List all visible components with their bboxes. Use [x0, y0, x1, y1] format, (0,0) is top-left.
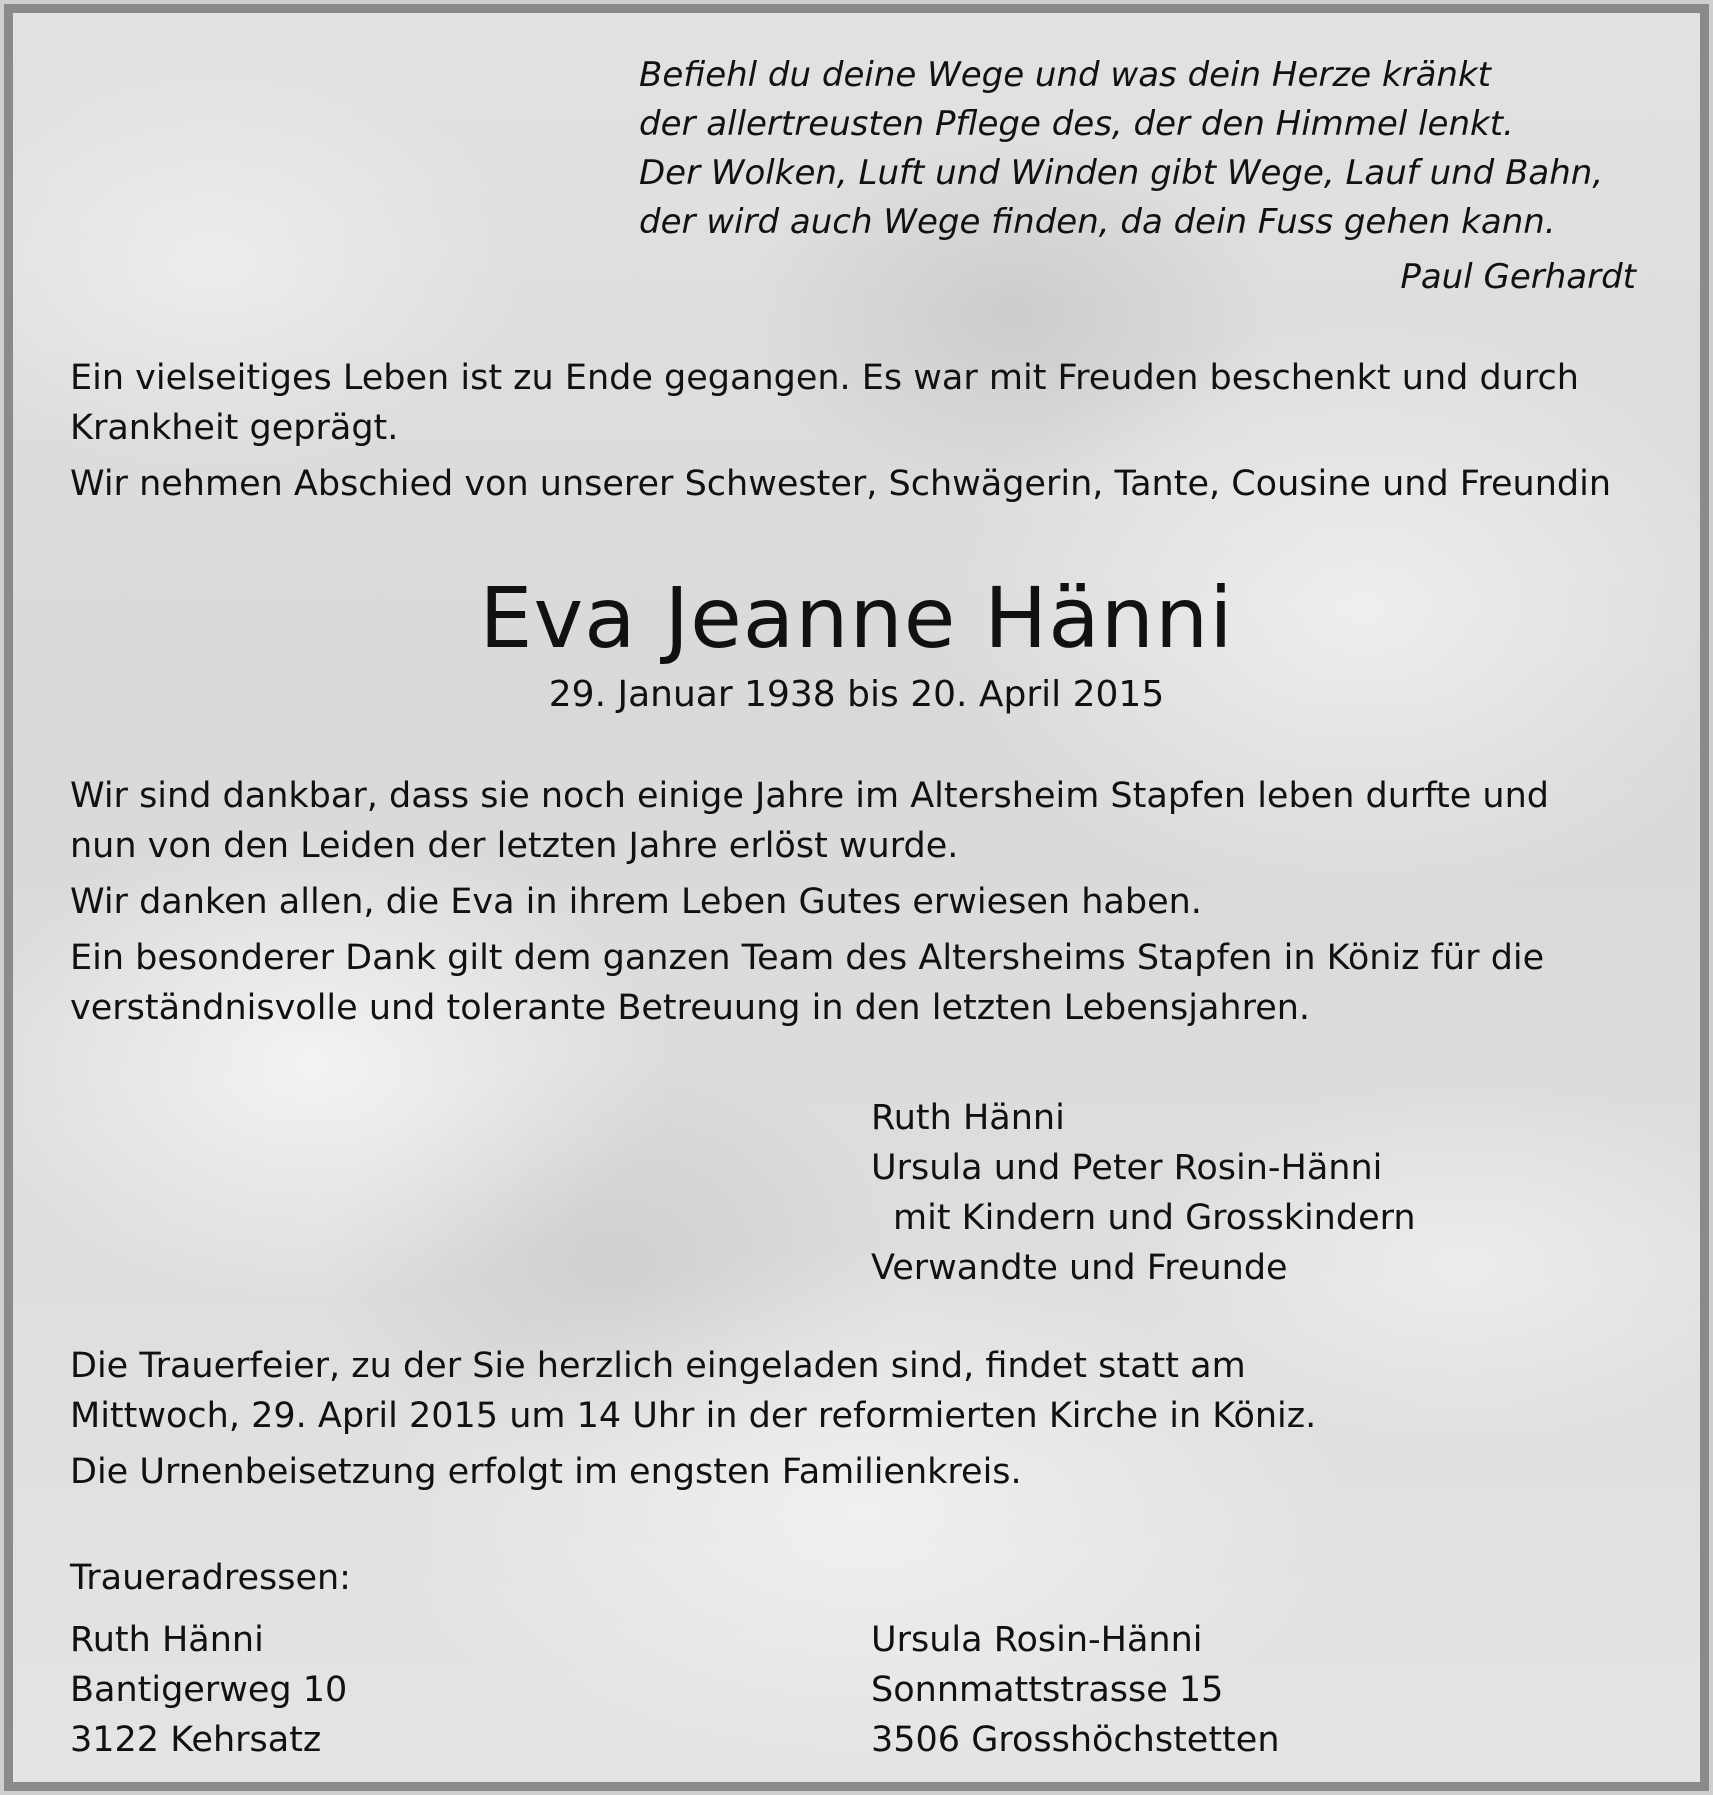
thanks-line: Wir danken allen, die Eva in ihrem Leben Gutes erwiesen haben. [70, 882, 1202, 922]
intro-line: Wir nehmen Abschied von unserer Schwester, Schwägerin, Tante, Cousine und Freundin [70, 464, 1612, 504]
quote-line: Der Wolken, Luft und Winden gibt Wege, Lauf und Bahn, [639, 153, 1604, 193]
intro-text [70, 353, 1611, 509]
ceremony-line: Mittwoch, 29. April 2015 um 14 Uhr in der reformierten Kirche in Köniz. [70, 1396, 1317, 1436]
deceased-name: Eva Jeanne Hänni [479, 569, 1234, 667]
address-name: Ursula Rosin-Hänni [871, 1620, 1203, 1660]
quote-line: Befiehl du deine Wege und was dein Herze kränkt [639, 55, 1491, 95]
address-street: Sonnmattstrasse 15 [871, 1670, 1224, 1710]
addresses-heading: Traueradressen: [70, 1558, 351, 1598]
address-name: Ruth Hänni [70, 1620, 264, 1660]
mourners-list [871, 1093, 1416, 1293]
mourner: Ursula und Peter Rosin-Hänni [871, 1148, 1383, 1188]
thanks-text [70, 771, 1549, 1033]
mourner: Verwandte und Freunde [871, 1248, 1288, 1288]
thanks-line: Wir sind dankbar, dass sie noch einige Jahre im Altersheim Stapfen leben durfte und [70, 776, 1549, 816]
mourner: mit Kindern und Grosskindern [893, 1198, 1416, 1238]
ceremony-text [70, 1341, 1316, 1497]
address-right [871, 1615, 1280, 1765]
address-city: 3506 Grosshöchstetten [871, 1720, 1280, 1760]
thanks-line: nun von den Leiden der letzten Jahre erlöst wurde. [70, 826, 959, 866]
bible-quote [639, 51, 1603, 247]
life-dates: 29. Januar 1938 bis 20. April 2015 [548, 674, 1165, 715]
obituary-notice [4, 4, 1709, 1791]
ceremony-line: Die Urnenbeisetzung erfolgt im engsten Familienkreis. [70, 1452, 1022, 1492]
thanks-line: Ein besonderer Dank gilt dem ganzen Team des Altersheims Stapfen in Köniz für die [70, 938, 1545, 978]
ceremony-line: Die Trauerfeier, zu der Sie herzlich eingeladen sind, findet statt am [70, 1346, 1246, 1386]
intro-line: Ein vielseitiges Leben ist zu Ende gegangen. Es war mit Freuden beschenkt und durch [70, 358, 1579, 398]
address-left [70, 1615, 347, 1765]
mourner: Ruth Hänni [871, 1098, 1065, 1138]
thanks-line: verständnisvolle und tolerante Betreuung in den letzten Lebensjahren. [70, 988, 1311, 1028]
address-street: Bantigerweg 10 [70, 1670, 348, 1710]
quote-line: der allertreusten Pflege des, der den Himmel lenkt. [639, 104, 1514, 144]
address-city: 3122 Kehrsatz [70, 1720, 322, 1760]
quote-line: der wird auch Wege finden, da dein Fuss gehen kann. [639, 202, 1556, 242]
intro-line: Krankheit geprägt. [70, 408, 399, 448]
quote-author: Paul Gerhardt [1400, 257, 1636, 297]
